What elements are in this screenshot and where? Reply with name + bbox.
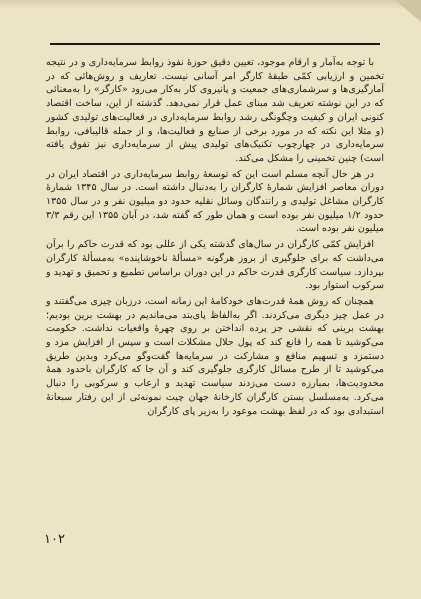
paragraph-2: در هر حال آنچه مسلم است این که توسعهٔ روابط سرمایه‌داری در اقتصاد ایران در دوران معاصر افزایش شمارهٔ کارگران را به‌دنبال داشته است. در سال ۱۳۴۵ شمارهٔ کارگران مشاغل تولیدی و رانندگان وسائل نقلیه حدود دو میلیون نفر و در سال ۱۳۵۵ حدود ۱/۲ میلیون نفر بوده است و همان طور که گفته شد، در آبان ۱۳۵۵ این رقم ۳/۳ میلیون نفر بوده است.	[46, 168, 384, 235]
page-number: ۱۰۲	[44, 532, 65, 547]
page-top-edge	[0, 0, 421, 10]
header-rule	[50, 43, 380, 45]
paragraph-1: با توجه به‌آمار و ارقام موجود، تعیین دقیق حوزهٔ نفوذ روابط سرمایه‌داری و در نتیجه تخمین و ارزیابی کمّی طبقهٔ کارگر امر آسانی نیست. تعاریف و روش‌هائی که در آمارگیری‌ها و سرشماری‌های جمعیت و پانیروی کار به‌کار می‌رود «کارگر» را به‌معنائی که در این نوشته تعریف شد مبنای عمل قرار نمی‌دهد. گذشته از این، ساخت اقتصاد کنونی ایران و کیفیت وچگونگی رشد روابط سرمایه‌داری در فعالیت‌های تولیدی کشور (و مثلا این نکته که در مورد برخی از صنایع و فعالیت‌ها، و از جمله قالیبافی، روابط سرمایه‌داری در چهارچوب تکنیک‌های تولیدی پیش از سرمایه‌داری نیز تفوق یافته است) چنین تخمینی را مشکل می‌کند.	[46, 57, 384, 164]
folded-corner	[395, 0, 421, 22]
paragraph-3: افزایش کمّی کارگران در سال‌های گذشته یکی از عللی بود که قدرت حاکم را برآن می‌داشت که برای جلوگیری از بروز هرگونه «مسألهٔ ناخوشاینده» به‌مسألهٔ کارگران بپردازد. سیاست کارگری قدرت حاکم در این دوران براساس تطمیع و تحمیق و تهدید و سرکوب استوار بود.	[46, 239, 384, 292]
paragraph-4: همچنان که روش همهٔ قدرت‌های خودکامهٔ این زمانه است، درزبان چیزی می‌گفتند و در عمل چیز دیگری می‌کردند. اگر به‌الفاظ پای‌بند می‌ماندیم در بهشت برین بودیم؛ بهشت برینی که نقشی جز پرده انداختن بر روی چهرهٔ واقعیات نداشت. حکومت می‌کوشید تا همه را قانع کند که پول حلال مشکلات است و سپس از افزایش مزد و دستمزد و تسهیم منافع و مشارکت در سرمایه‌ها گفت‌وگو می‌کرد وبدین طریق می‌کوشید تا از طرح مسائل کارگری جلوگیری کند و آن جا که کارگران باحدود همهٔ محدودیت‌ها، بمبارزه دست می‌زدند سیاست تهدید و ارعاب و سرکوبی را دنبال می‌کرد. به‌مسلسل بستن کارگران کارخانهٔ جهان چیت نمونه‌ئی از این رفتار سبعانهٔ استبدادی بود که در لفظ بهشت موعود را به‌زیر پای کارگران	[46, 295, 384, 417]
body-text	[46, 56, 384, 420]
